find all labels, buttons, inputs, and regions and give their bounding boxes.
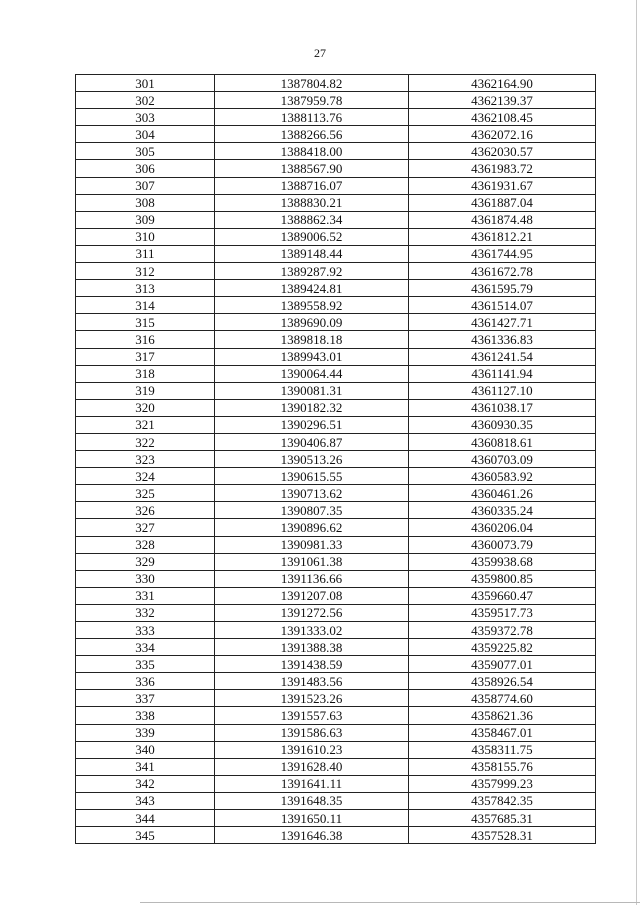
table-row (76, 656, 596, 673)
x-coordinate-cell: 1388266.56 (215, 126, 409, 143)
y-coordinate-cell: 4361887.04 (409, 194, 596, 211)
point-number-cell: 325 (76, 485, 215, 502)
y-coordinate-cell: 4357685.31 (409, 810, 596, 827)
point-number-cell: 339 (76, 724, 215, 741)
table-row (76, 724, 596, 741)
x-coordinate-cell: 1390896.62 (215, 519, 409, 536)
table-row (76, 690, 596, 707)
table-row (76, 553, 596, 570)
point-number-cell: 317 (76, 348, 215, 365)
y-coordinate-cell: 4360703.09 (409, 451, 596, 468)
x-coordinate-cell: 1389287.92 (215, 263, 409, 280)
point-number-cell: 333 (76, 622, 215, 639)
table-row (76, 536, 596, 553)
table-row (76, 741, 596, 758)
table-row (76, 109, 596, 126)
y-coordinate-cell: 4362164.90 (409, 75, 596, 92)
x-coordinate-cell: 1391483.56 (215, 673, 409, 690)
x-coordinate-cell: 1387959.78 (215, 92, 409, 109)
y-coordinate-cell: 4361241.54 (409, 348, 596, 365)
y-coordinate-cell: 4359800.85 (409, 570, 596, 587)
x-coordinate-cell: 1391333.02 (215, 622, 409, 639)
scan-edge-bottom (140, 902, 640, 903)
table-row (76, 263, 596, 280)
y-coordinate-cell: 4360073.79 (409, 536, 596, 553)
y-coordinate-cell: 4362030.57 (409, 143, 596, 160)
point-number-cell: 308 (76, 194, 215, 211)
table-row (76, 280, 596, 297)
point-number-cell: 319 (76, 382, 215, 399)
x-coordinate-cell: 1390807.35 (215, 502, 409, 519)
y-coordinate-cell: 4360930.35 (409, 416, 596, 433)
y-coordinate-cell: 4359372.78 (409, 622, 596, 639)
point-number-cell: 314 (76, 297, 215, 314)
x-coordinate-cell: 1390513.26 (215, 451, 409, 468)
point-number-cell: 335 (76, 656, 215, 673)
x-coordinate-cell: 1391586.63 (215, 724, 409, 741)
point-number-cell: 334 (76, 639, 215, 656)
y-coordinate-cell: 4360461.26 (409, 485, 596, 502)
y-coordinate-cell: 4357528.31 (409, 827, 596, 844)
x-coordinate-cell: 1389558.92 (215, 297, 409, 314)
point-number-cell: 343 (76, 792, 215, 809)
table-row (76, 792, 596, 809)
y-coordinate-cell: 4357842.35 (409, 792, 596, 809)
x-coordinate-cell: 1390081.31 (215, 382, 409, 399)
point-number-cell: 324 (76, 468, 215, 485)
y-coordinate-cell: 4361931.67 (409, 177, 596, 194)
point-number-cell: 338 (76, 707, 215, 724)
table-row (76, 707, 596, 724)
point-number-cell: 321 (76, 416, 215, 433)
point-number-cell: 315 (76, 314, 215, 331)
point-number-cell: 336 (76, 673, 215, 690)
x-coordinate-cell: 1390713.62 (215, 485, 409, 502)
table-row (76, 416, 596, 433)
table-row (76, 314, 596, 331)
x-coordinate-cell: 1391610.23 (215, 741, 409, 758)
point-number-cell: 313 (76, 280, 215, 297)
table-row (76, 399, 596, 416)
table-row (76, 827, 596, 844)
y-coordinate-cell: 4361595.79 (409, 280, 596, 297)
x-coordinate-cell: 1390615.55 (215, 468, 409, 485)
x-coordinate-cell: 1388862.34 (215, 211, 409, 228)
y-coordinate-cell: 4361812.21 (409, 228, 596, 245)
y-coordinate-cell: 4361874.48 (409, 211, 596, 228)
table-row (76, 92, 596, 109)
table-row (76, 775, 596, 792)
scan-edge-right (636, 0, 637, 905)
point-number-cell: 341 (76, 758, 215, 775)
y-coordinate-cell: 4360206.04 (409, 519, 596, 536)
point-number-cell: 311 (76, 245, 215, 262)
y-coordinate-cell: 4359517.73 (409, 604, 596, 621)
x-coordinate-cell: 1390296.51 (215, 416, 409, 433)
table-row (76, 451, 596, 468)
x-coordinate-cell: 1391388.38 (215, 639, 409, 656)
x-coordinate-cell: 1391438.59 (215, 656, 409, 673)
y-coordinate-cell: 4359660.47 (409, 587, 596, 604)
y-coordinate-cell: 4357999.23 (409, 775, 596, 792)
table-row (76, 758, 596, 775)
y-coordinate-cell: 4358926.54 (409, 673, 596, 690)
table-row (76, 468, 596, 485)
table-row (76, 502, 596, 519)
point-number-cell: 326 (76, 502, 215, 519)
point-number-cell: 305 (76, 143, 215, 160)
y-coordinate-cell: 4362108.45 (409, 109, 596, 126)
x-coordinate-cell: 1388418.00 (215, 143, 409, 160)
y-coordinate-cell: 4358311.75 (409, 741, 596, 758)
x-coordinate-cell: 1389943.01 (215, 348, 409, 365)
y-coordinate-cell: 4361141.94 (409, 365, 596, 382)
y-coordinate-cell: 4359225.82 (409, 639, 596, 656)
y-coordinate-cell: 4361983.72 (409, 160, 596, 177)
point-number-cell: 322 (76, 433, 215, 450)
x-coordinate-cell: 1388113.76 (215, 109, 409, 126)
x-coordinate-cell: 1388567.90 (215, 160, 409, 177)
table-row (76, 570, 596, 587)
y-coordinate-cell: 4360583.92 (409, 468, 596, 485)
y-coordinate-cell: 4361672.78 (409, 263, 596, 280)
x-coordinate-cell: 1391628.40 (215, 758, 409, 775)
y-coordinate-cell: 4360818.61 (409, 433, 596, 450)
y-coordinate-cell: 4362072.16 (409, 126, 596, 143)
y-coordinate-cell: 4361427.71 (409, 314, 596, 331)
table-row (76, 75, 596, 92)
x-coordinate-cell: 1389424.81 (215, 280, 409, 297)
x-coordinate-cell: 1391061.38 (215, 553, 409, 570)
y-coordinate-cell: 4358155.76 (409, 758, 596, 775)
x-coordinate-cell: 1390064.44 (215, 365, 409, 382)
y-coordinate-cell: 4362139.37 (409, 92, 596, 109)
table-row (76, 211, 596, 228)
table-row (76, 587, 596, 604)
point-number-cell: 345 (76, 827, 215, 844)
coordinates-table-body (76, 75, 596, 844)
table-row (76, 126, 596, 143)
point-number-cell: 337 (76, 690, 215, 707)
x-coordinate-cell: 1390406.87 (215, 433, 409, 450)
y-coordinate-cell: 4361038.17 (409, 399, 596, 416)
x-coordinate-cell: 1391641.11 (215, 775, 409, 792)
table-row (76, 485, 596, 502)
x-coordinate-cell: 1389006.52 (215, 228, 409, 245)
point-number-cell: 344 (76, 810, 215, 827)
x-coordinate-cell: 1387804.82 (215, 75, 409, 92)
point-number-cell: 304 (76, 126, 215, 143)
point-number-cell: 320 (76, 399, 215, 416)
y-coordinate-cell: 4359077.01 (409, 656, 596, 673)
x-coordinate-cell: 1391650.11 (215, 810, 409, 827)
table-row (76, 622, 596, 639)
x-coordinate-cell: 1391557.63 (215, 707, 409, 724)
point-number-cell: 302 (76, 92, 215, 109)
table-row (76, 673, 596, 690)
x-coordinate-cell: 1391648.35 (215, 792, 409, 809)
x-coordinate-cell: 1388830.21 (215, 194, 409, 211)
y-coordinate-cell: 4360335.24 (409, 502, 596, 519)
x-coordinate-cell: 1389148.44 (215, 245, 409, 262)
y-coordinate-cell: 4359938.68 (409, 553, 596, 570)
point-number-cell: 329 (76, 553, 215, 570)
point-number-cell: 330 (76, 570, 215, 587)
point-number-cell: 316 (76, 331, 215, 348)
x-coordinate-cell: 1391523.26 (215, 690, 409, 707)
point-number-cell: 303 (76, 109, 215, 126)
table-row (76, 245, 596, 262)
table-row (76, 194, 596, 211)
y-coordinate-cell: 4361514.07 (409, 297, 596, 314)
x-coordinate-cell: 1391646.38 (215, 827, 409, 844)
y-coordinate-cell: 4358621.36 (409, 707, 596, 724)
coordinates-table (75, 74, 596, 844)
y-coordinate-cell: 4358774.60 (409, 690, 596, 707)
table-row (76, 160, 596, 177)
table-row (76, 348, 596, 365)
x-coordinate-cell: 1388716.07 (215, 177, 409, 194)
table-row (76, 382, 596, 399)
point-number-cell: 307 (76, 177, 215, 194)
point-number-cell: 312 (76, 263, 215, 280)
point-number-cell: 318 (76, 365, 215, 382)
point-number-cell: 310 (76, 228, 215, 245)
y-coordinate-cell: 4361744.95 (409, 245, 596, 262)
x-coordinate-cell: 1391207.08 (215, 587, 409, 604)
x-coordinate-cell: 1389818.18 (215, 331, 409, 348)
table-row (76, 143, 596, 160)
table-row (76, 177, 596, 194)
page-number: 27 (314, 46, 326, 60)
point-number-cell: 342 (76, 775, 215, 792)
y-coordinate-cell: 4361336.83 (409, 331, 596, 348)
table-row (76, 228, 596, 245)
table-row (76, 604, 596, 621)
table-row (76, 810, 596, 827)
x-coordinate-cell: 1390182.32 (215, 399, 409, 416)
point-number-cell: 306 (76, 160, 215, 177)
table-row (76, 519, 596, 536)
point-number-cell: 323 (76, 451, 215, 468)
point-number-cell: 309 (76, 211, 215, 228)
table-row (76, 331, 596, 348)
x-coordinate-cell: 1391272.56 (215, 604, 409, 621)
point-number-cell: 332 (76, 604, 215, 621)
point-number-cell: 327 (76, 519, 215, 536)
table-row (76, 365, 596, 382)
table-row (76, 433, 596, 450)
x-coordinate-cell: 1391136.66 (215, 570, 409, 587)
point-number-cell: 340 (76, 741, 215, 758)
x-coordinate-cell: 1389690.09 (215, 314, 409, 331)
point-number-cell: 331 (76, 587, 215, 604)
table-row (76, 639, 596, 656)
point-number-cell: 301 (76, 75, 215, 92)
x-coordinate-cell: 1390981.33 (215, 536, 409, 553)
table-row (76, 297, 596, 314)
y-coordinate-cell: 4361127.10 (409, 382, 596, 399)
y-coordinate-cell: 4358467.01 (409, 724, 596, 741)
point-number-cell: 328 (76, 536, 215, 553)
